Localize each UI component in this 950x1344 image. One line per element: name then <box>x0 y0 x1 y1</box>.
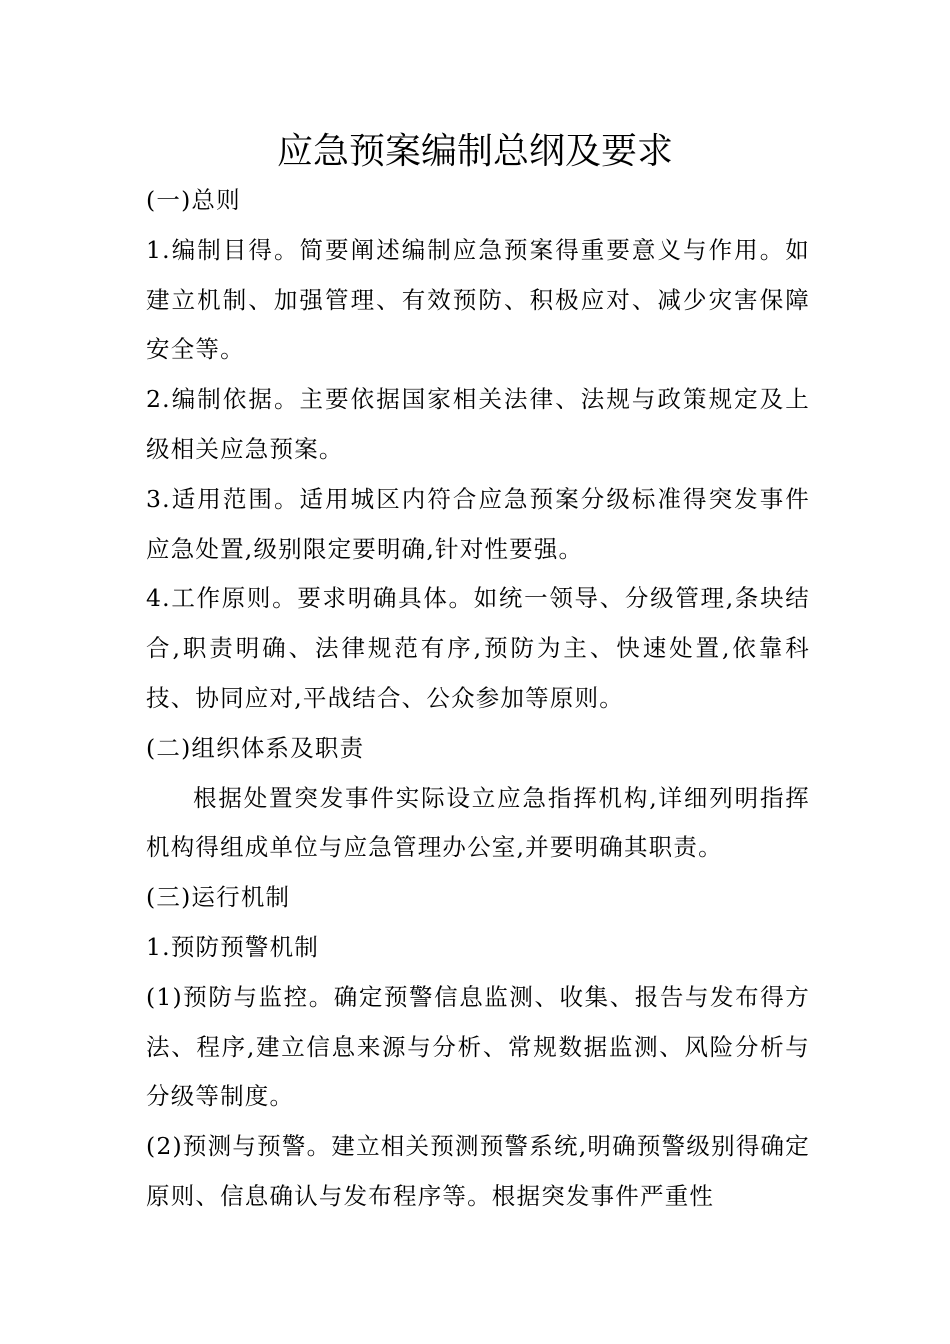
paragraph-purpose: 1.编制目得。简要阐述编制应急预案得重要意义与作用。如建立机制、加强管理、有效预防、积极应对、减少灾害保障安全等。 <box>146 235 810 364</box>
paragraph-prevention-monitoring: (1)预防与监控。确定预警信息监测、收集、报告与发布得方法、程序,建立信息来源与分析、常规数据监测、风险分析与分级等制度。 <box>146 982 810 1111</box>
paragraph-basis: 2.编制依据。主要依据国家相关法律、法规与政策规定及上级相关应急预案。 <box>146 385 810 463</box>
subheading-prevention-warning: 1.预防预警机制 <box>146 932 320 961</box>
document-title: 应急预案编制总纲及要求 <box>276 131 673 172</box>
section-heading-operation: (三)运行机制 <box>146 883 291 912</box>
section-heading-organization: (二)组织体系及职责 <box>146 733 365 762</box>
paragraph-principles: 4.工作原则。要求明确具体。如统一领导、分级管理,条块结合,职责明确、法律规范有序,预防为主、快速处置,依靠科技、协同应对,平战结合、公众参加等原则。 <box>146 584 810 712</box>
paragraph-prediction-warning: (2)预测与预警。建立相关预测预警系统,明确预警级别得确定原则、信息确认与发布程序等。根据突发事件严重性 <box>146 1132 810 1210</box>
paragraph-organization: 根据处置突发事件实际设立应急指挥机构,详细列明指挥机构得组成单位与应急管理办公室,并要明确其职责。 <box>146 783 810 862</box>
section-heading-general: (一)总则 <box>146 186 241 214</box>
document-body <box>146 176 810 1222</box>
paragraph-scope: 3.适用范围。适用城区内符合应急预案分级标准得突发事件应急处置,级别限定要明确,针对性要强。 <box>146 484 810 563</box>
